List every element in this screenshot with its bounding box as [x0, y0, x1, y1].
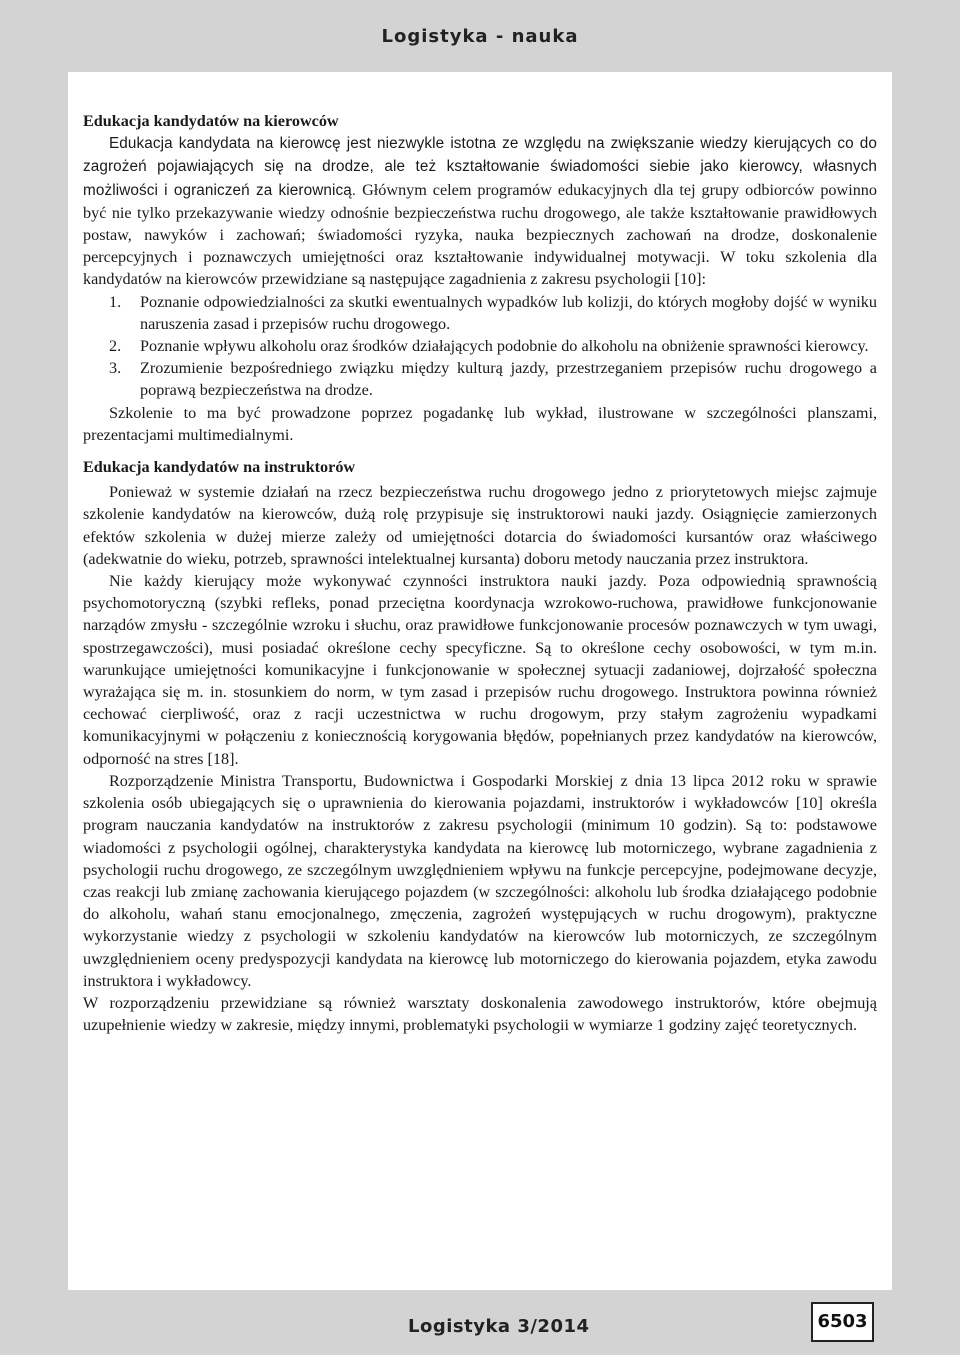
- paragraph-instructors-1: Ponieważ w systemie działań na rzecz bezpieczeństwa ruchu drogowego jedno z priorytetowych miejsc zajmuje szkolenie kandydatów na kierowców, dużą rolę przypisuje się instruktorowi nauki jazdy. Osiągnięcie zamierzonych efektów szkolenia w dużej mierze zależy od umiejętności dotarcia do świadomości kursantów oraz właściwego (adekwatnie do wieku, potrzeb, sprawności intelektualnej kursanta) doboru metody nauczania przez instruktora.: [83, 483, 877, 568]
- list-item-number: 2.: [109, 337, 122, 356]
- section-heading-instructors: Edukacja kandydatów na instruktorów: [83, 458, 356, 477]
- list-item-text: Zrozumienie bezpośredniego związku między kulturą jazdy, przestrzeganiem przepisów ruchu drogowego a poprawą bezpieczeństwa na drodze.: [140, 359, 877, 400]
- paragraph-instructors-3: Rozporządzenie Ministra Transportu, Budownictwa i Gospodarki Morskiej z dnia 13 lipca 2012 roku w sprawie szkolenia osób ubiegających się o uprawnienia do kierowania pojazdami, instruktorów i wykładowców [10] określa program nauczania kandydatów na instruktorów z zakresu psychologii (minimum 10 godzin). Są to: podstawowe wiadomości z psychologii ogólnej, charakterystyka kandydata na kierowcę lub motorniczego, wybrane zagadnienia z psychologii ruchu drogowego, ze szczególnym uwzględnieniem wpływu na funkcje percepcyjne, podejmowane decyzje, czas reakcji lub zmianę zachowania kierującego pojazdem (w szczególności: alkoholu lub środka działającego podobnie do alkoholu, wahań stanu emocjonalnego, zmęczenia, zagrożeń występujących w ruchu drogowym), praktyczne wykorzystanie wiedzy z psychologii w szkoleniu kandydatów na kierowców lub motorniczych, ze szczególnym uwzględnieniem oceny predyspozycji kandydata na kierowcę lub motorniczego do kierowania pojazdem, etyka zawodu instruktora i wykładowcy.: [83, 771, 877, 990]
- paragraph-intro-sans: Edukacja kandydata na kierowcę jest niezwykle istotna ze względu na zwiększanie wiedzy kierujących co do zagrożeń pojawiających się na drodze, ale też kształtowanie świadomości siebie jako kierowcy, własnych możliwości i ograniczeń za kierownicą.: [83, 135, 877, 199]
- paragraph-intro-rest: Głównym celem programów edukacyjnych dla tej grupy odbiorców powinno być nie tylko przekazywanie wiedzy odnośnie bezpieczeństwa ruchu drogowego, ale także kształtowanie prawidłowych postaw, nawyków i zachowań; świadomości ryzyka, nauka bezpiecznych zachowań na drodze, doskonalenie percepcyjnych i poznawczych umiejętności oraz kształtowanie indywidualnej motywacji.: [83, 180, 877, 267]
- page-number: 6503: [811, 1302, 874, 1342]
- list-item-text: Poznanie wpływu alkoholu oraz środków działających podobnie do alkoholu na obniżenie sprawności kierowcy.: [140, 337, 869, 356]
- page-sheet: [68, 72, 892, 1290]
- list-item-text: Poznanie odpowiedzialności za skutki ewentualnych wypadków lub kolizji, do których mogłoby dojść w wyniku naruszenia zasad i przepisów ruchu drogowego.: [140, 292, 877, 333]
- list-item: [83, 357, 877, 401]
- paragraph-instructors-4: W rozporządzeniu przewidziane są również warsztaty doskonalenia zawodowego instruktorów, które obejmują uzupełnienie wiedzy w zakresie, między innymi, problematyki psychologii w wymiarze 1 godziny zajęć teoretycznych.: [83, 993, 877, 1035]
- paragraph-intro: [83, 132, 877, 290]
- list-item: [83, 335, 877, 357]
- journal-issue: Logistyka 3/2014: [408, 1316, 590, 1337]
- list-item-number: 1.: [109, 292, 122, 311]
- section-heading-drivers: Edukacja kandydatów na kierowców: [83, 112, 339, 130]
- list-item: [83, 291, 877, 335]
- paragraph-instructors-2: Nie każdy kierujący może wykonywać czynności instruktora nauki jazdy. Poza odpowiednią sprawnością psychomotoryczną (szybki refleks, ponad przeciętna koordynacja wzrokowo-ruchowa, prawidłowe funkcjonowanie narządów zmysłu - szczególnie wzroku i słuchu, oraz prawidłowe funkcjonowanie procesów poznawczych w tym uwagi, spostrzegawczości), musi posiadać określone cechy specyficzne. Są to określone cechy osobowości, w tym m.in. warunkujące umiejętności komunikacyjne i funkcjonowanie w społecznej sytuacji zadaniowej, dojrzałość społeczna wyrażająca się m. in. stosunkiem do norm, w tym zasad i przepisów ruchu drogowego. Instruktora powinna również cechować cierpliwość, oraz z racji uczestnictwa w ruchu drogowym, przy stałym zagrożeniu wypadkami komunikacyjnymi w połączeniu z koniecznością korygowania błędów, popełnianych przez kandydatów na kierowców, odporność na stres [18].: [83, 572, 877, 768]
- paragraph-intro-end: W toku szkolenia dla kandydatów na kierowców przewidziane są następujące zagadnienia z zakresu psychologii [10]:: [83, 248, 878, 289]
- journal-header: Logistyka - nauka: [381, 26, 579, 47]
- paragraph-closing: Szkolenie to ma być prowadzone poprzez pogadankę lub wykład, ilustrowane w szczególności planszami, prezentacjami multimedialnymi.: [83, 403, 877, 444]
- list-item-number: 3.: [109, 359, 122, 378]
- psychology-topics-list: [83, 291, 877, 402]
- article-content: [83, 110, 877, 1036]
